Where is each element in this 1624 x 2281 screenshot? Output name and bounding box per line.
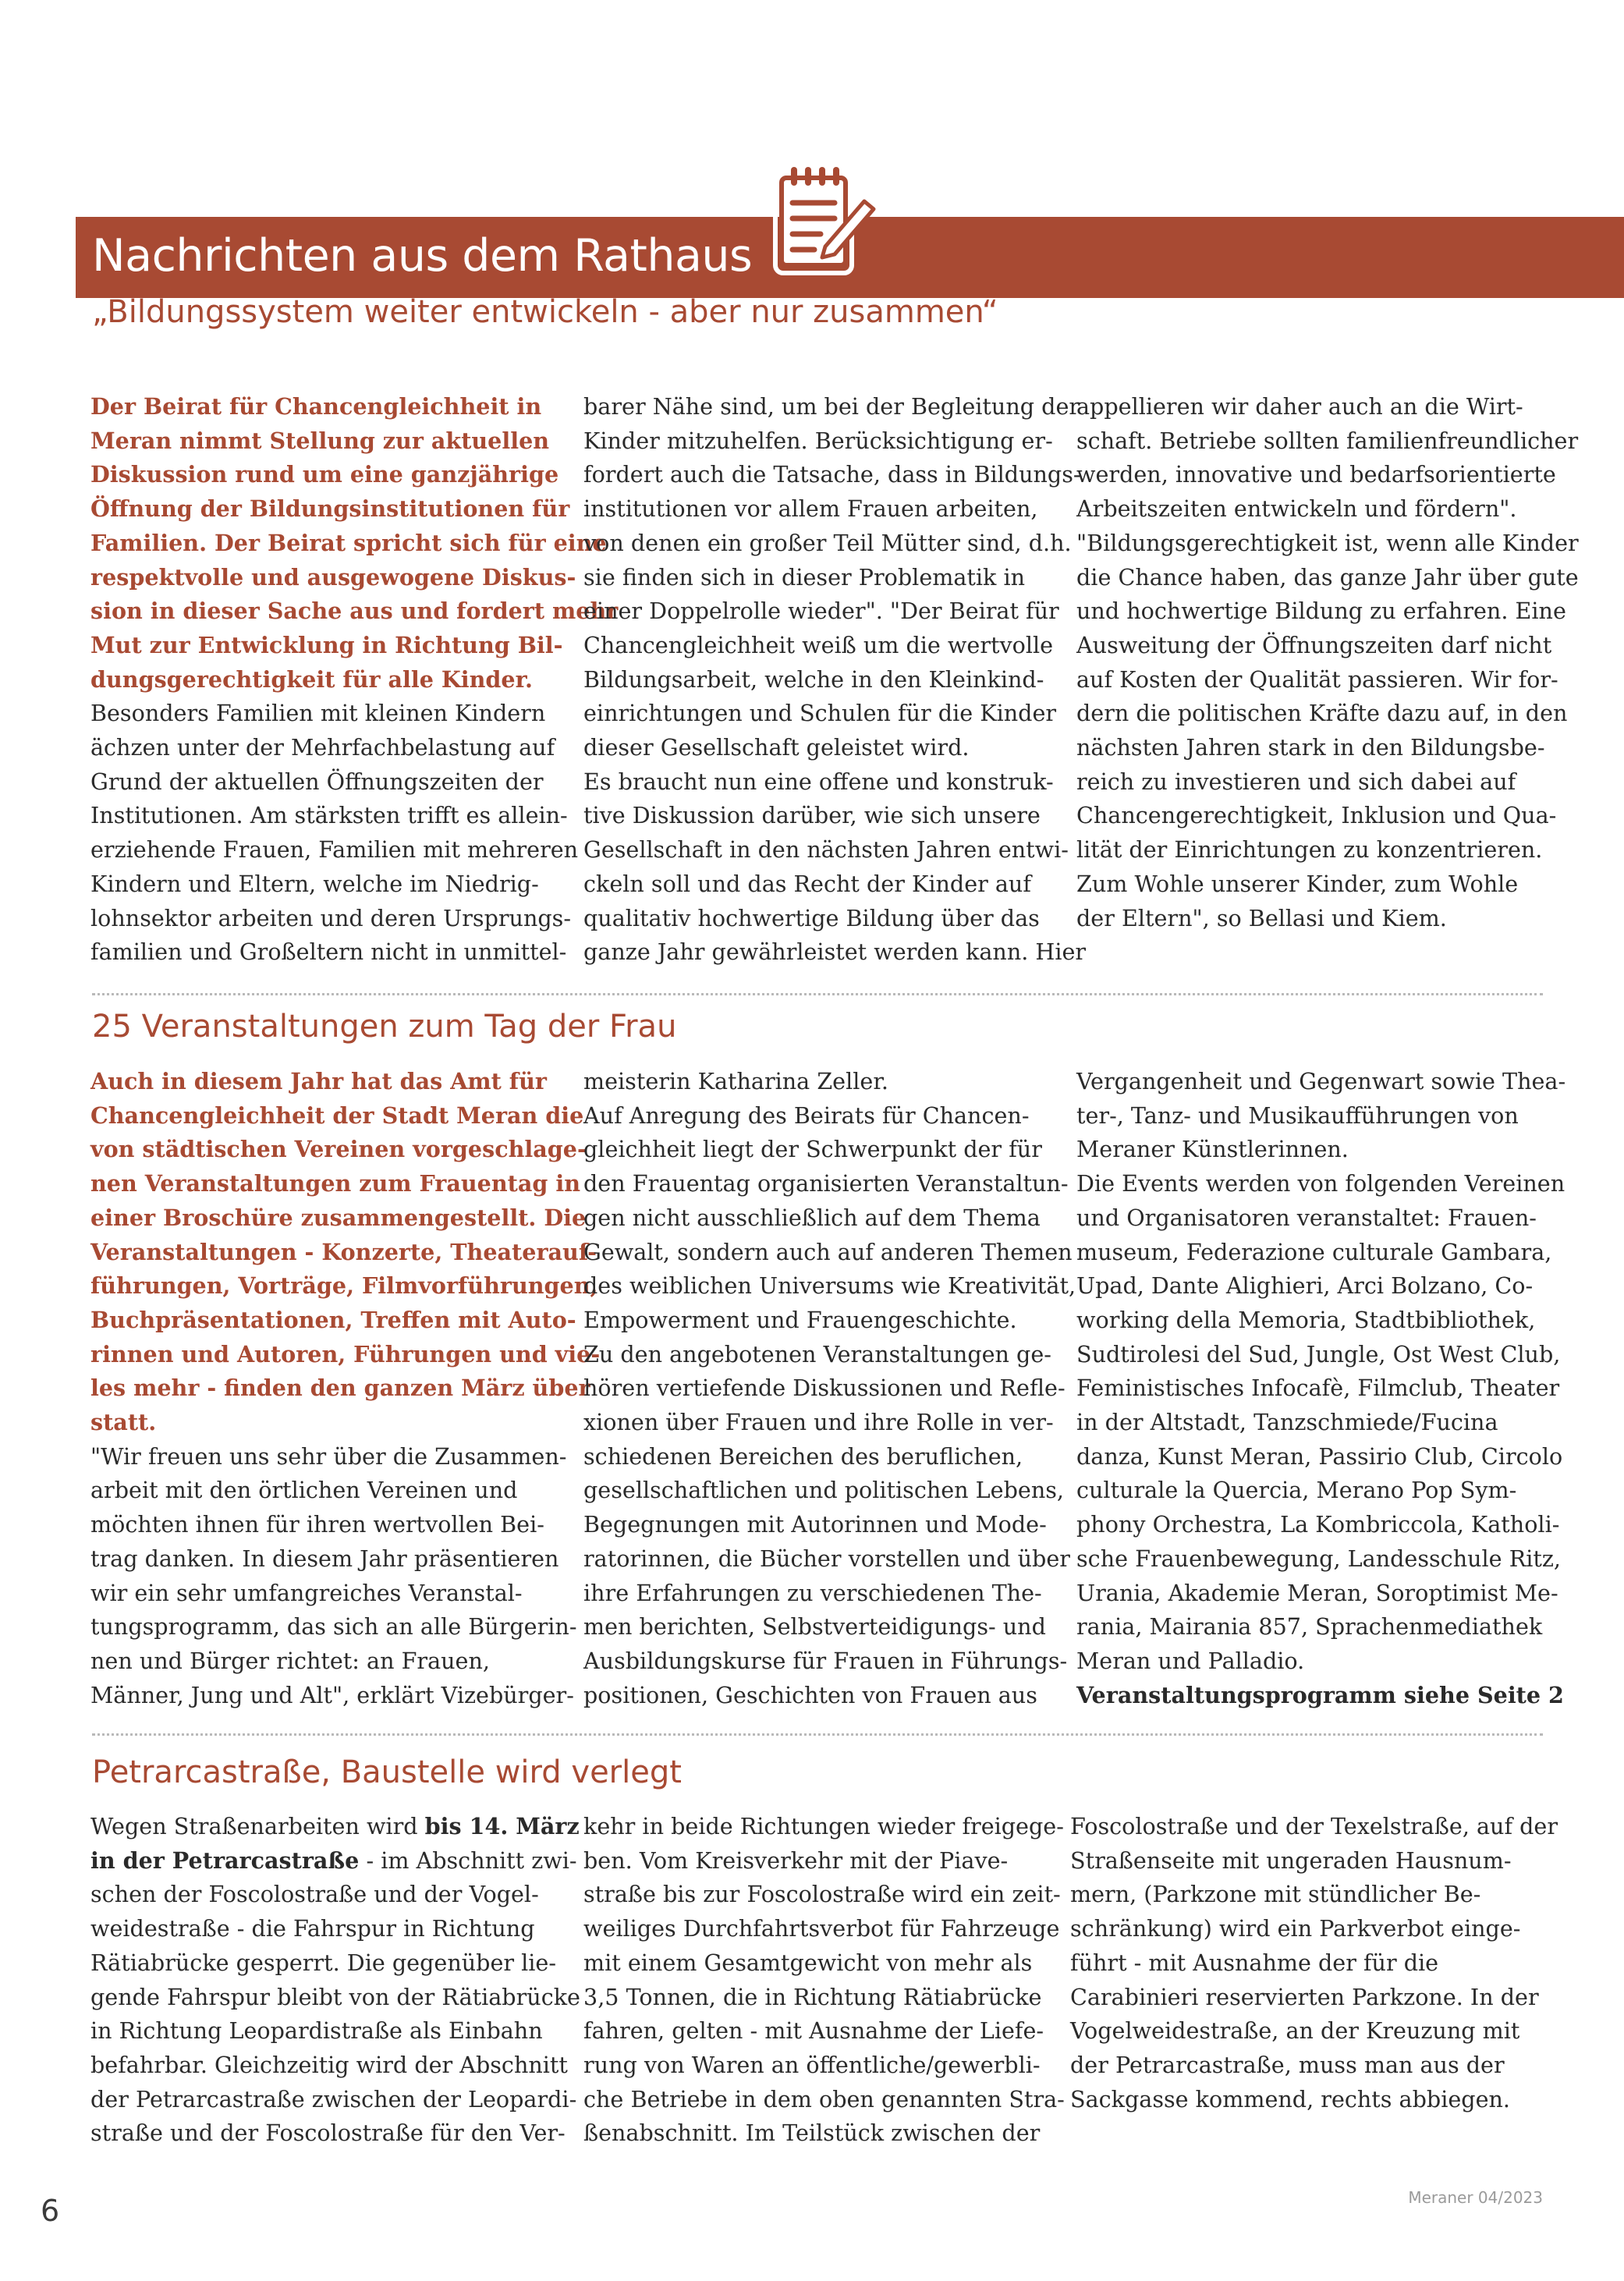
bold-date-location: bis 14. März in der Petrarcastraße	[90, 1813, 580, 1874]
section-divider	[92, 993, 1543, 995]
lead-paragraph: Der Beirat für Chancengleichheit in Meran nimmt Stellung zur aktuellen Diskussion rund um eine ganzjährige Öffnung der Bildungsinstitutionen für Familien. Der Beirat spricht sich für eine respektvolle und ausgewogene Diskus- sion in dieser Sache aus und fordert mehr Mut zur Entwicklung in Richtung Bil- dungsgerechtigkeit für alle Kinder.	[90, 393, 619, 693]
article-title: 25 Veranstaltungen zum Tag der Frau	[92, 1009, 677, 1045]
article-title: „Bildungssystem weiter entwickeln - aber nur zusammen“	[92, 294, 998, 330]
page-number: 6	[41, 2194, 60, 2228]
article-column	[1076, 1065, 1566, 1712]
article-column	[90, 390, 619, 970]
program-reference: Veranstaltungsprogramm siehe Seite 2	[1076, 1681, 1564, 1708]
article-column: appellieren wir daher auch an die Wirt- schaft. Betriebe sollten familienfreundlicher werden, innovative und bedarfsorientierte Arbeitszeiten entwickeln und fördern". "Bildungsgerechtigkeit ist, wenn alle Kinder die Chance haben, das ganze Jahr über gute und hochwertige Bildung zu erfahren. Eine Ausweitung der Öffnungszeiten darf nicht auf Kosten der Qualität passieren. Wir for- dern die politischen Kräfte dazu auf, in den nächsten Jahren stark in den Bildungsbe- reich zu investieren und sich dabei auf Chancengerechtigkeit, Inklusion und Qua- lität der Einrichtungen zu konzentrieren. Zum Wohle unserer Kinder, zum Wohle der Eltern", so Bellasi und Kiem.	[1076, 393, 1579, 931]
publication-issue: Meraner 04/2023	[1408, 2188, 1543, 2207]
article-column: Foscolostraße und der Texelstraße, auf der Straßenseite mit ungeraden Hausnum- mern, (Parkzone mit stündlicher Be- schränkung) wird ein Parkverbot einge- führt - mit Ausnahme der für die Carabinieri reservierten Parkzone. In der Vogelweidestraße, an der Kreuzung mit der Petrarcastraße, muss man aus der Sackgasse kommend, rechts abbiegen.	[1070, 1813, 1558, 2112]
body-text: - im Abschnitt zwi- schen der Foscolostraße und der Vogel- weidestraße - die Fahrspur in Richtung Rätiabrücke gesperrt. Die gegenüber lie- gende Fahrspur bleibt von der Rätiabrücke in Richtung Leopardistraße als Einbahn befahrbar. Gleichzeitig wird der Abschnitt der Petrarcastraße zwischen der Leopardi- straße und der Foscolostraße für den Ver-	[90, 1846, 580, 2147]
section-divider	[92, 1733, 1543, 1736]
article-column: meisterin Katharina Zeller. Auf Anregung des Beirats für Chancen- gleichheit liegt der Schwerpunkt der für den Frauentag organisierten Veranstaltun- gen nicht ausschließlich auf dem Thema Gewalt, sondern auch auf anderen Themen des weiblichen Universums wie Kreativität, Empowerment und Frauengeschichte. Zu den angebotenen Veranstaltungen ge- hören vertiefende Diskussionen und Refle- xionen über Frauen und ihre Rolle in ver- schiedenen Bereichen des beruflichen, gesellschaftlichen und politischen Lebens, Begegnungen mit Autorinnen und Mode- ratorinnen, die Bücher vorstellen und über ihre Erfahrungen zu verschiedenen The- men berichten, Selbstverteidigungs- und Ausbildungskurse für Frauen in Führungs- positionen, Geschichten von Frauen aus	[583, 1068, 1076, 1708]
body-text: Besonders Familien mit kleinen Kindern ächzen unter der Mehrfachbelastung auf Grund der aktuellen Öffnungszeiten der Institutionen. Am stärksten trifft es allein- erziehende Frauen, Familien mit mehreren Kindern und Eltern, welche im Niedrig- lohnsektor arbeiten und deren Ursprungs- familien und Großeltern nicht in unmittel-	[90, 700, 579, 966]
notepad-pencil-icon	[764, 162, 881, 279]
article-column	[90, 1065, 601, 1712]
article-column	[90, 1810, 580, 2151]
article-title: Petrarcastraße, Baustelle wird verlegt	[92, 1754, 682, 1790]
article-column: kehr in beide Richtungen wieder freigege- ben. Vom Kreisverkehr mit der Piave- straße bis zur Foscolostraße wird ein zeit- weiliges Durchfahrtsverbot für Fahrzeuge mit einem Gesamtgewicht von mehr als 3,5 Tonnen, die in Richtung Rätiabrücke fahren, gelten - mit Ausnahme der Liefe- rung von Waren an öffentliche/gewerbli- che Betriebe in dem oben genannten Stra- ßenabschnitt. Im Teilstück zwischen der	[583, 1813, 1065, 2147]
article-column: barer Nähe sind, um bei der Begleitung der Kinder mitzuhelfen. Berücksichtigung er- fordert auch die Tatsache, dass in Bildungs- institutionen vor allem Frauen arbeiten, von denen ein großer Teil Mütter sind, d.h. sie finden sich in dieser Problematik in einer Doppelrolle wieder". "Der Beirat für Chancengleichheit weiß um die wertvolle Bildungsarbeit, welche in den Kleinkind- einrichtungen und Schulen für die Kinder dieser Gesellschaft geleistet wird. Es braucht nun eine offene und konstruk- tive Diskussion darüber, wie sich unsere Gesellschaft in den nächsten Jahren entwi- ckeln soll und das Recht der Kinder auf qualitativ hochwertige Bildung über das ganze Jahr gewährleistet werden kann. Hier	[583, 393, 1087, 966]
body-text: Vergangenheit und Gegenwart sowie Thea- ter-, Tanz- und Musikaufführungen von Meraner Künstlerinnen. Die Events werden von folgenden Vereinen und Organisatoren veranstaltet: Frauen- museum, Federazione culturale Gambara, Upad, Dante Alighieri, Arci Bolzano, Co- working della Memoria, Stadtbibliothek, Sudtirolesi del Sud, Jungle, Ost West Club, Feministisches Infocafè, Filmclub, Theater in der Altstadt, Tanzschmiede/Fucina danza, Kunst Meran, Passirio Club, Circolo culturale la Quercia, Merano Pop Sym- phony Orchestra, La Kombriccola, Katholi- sche Frauenbewegung, Landesschule Ritz, Urania, Akademie Meran, Soroptimist Me- rania, Mairania 857, Sprachenmediathek Meran und Palladio.	[1076, 1068, 1566, 1674]
body-text: Wegen Straßenarbeiten wird	[90, 1813, 425, 1839]
lead-paragraph: Auch in diesem Jahr hat das Amt für Chancengleichheit der Stadt Meran die von städtischen Vereinen vorgeschlage- nen Veranstaltungen zum Frauentag in einer Broschüre zusammengestellt. Die Veranstaltungen - Konzerte, Theaterauf- führungen, Vorträge, Filmvorführungen, Buchpräsentationen, Treffen mit Auto- rinnen und Autoren, Führungen und vie- les mehr - finden den ganzen März über statt.	[90, 1068, 601, 1436]
body-text: "Wir freuen uns sehr über die Zusammen- arbeit mit den örtlichen Vereinen und möchten ihnen für ihren wertvollen Bei- trag danken. In diesem Jahr präsentieren wir ein sehr umfangreiches Veranstal- tungsprogramm, das sich an alle Bürgerin- nen und Bürger richtet: an Frauen, Männer, Jung und Alt", erklärt Vizebürger-	[90, 1442, 577, 1708]
section-header-title: Nachrichten aus dem Rathaus	[92, 230, 753, 282]
